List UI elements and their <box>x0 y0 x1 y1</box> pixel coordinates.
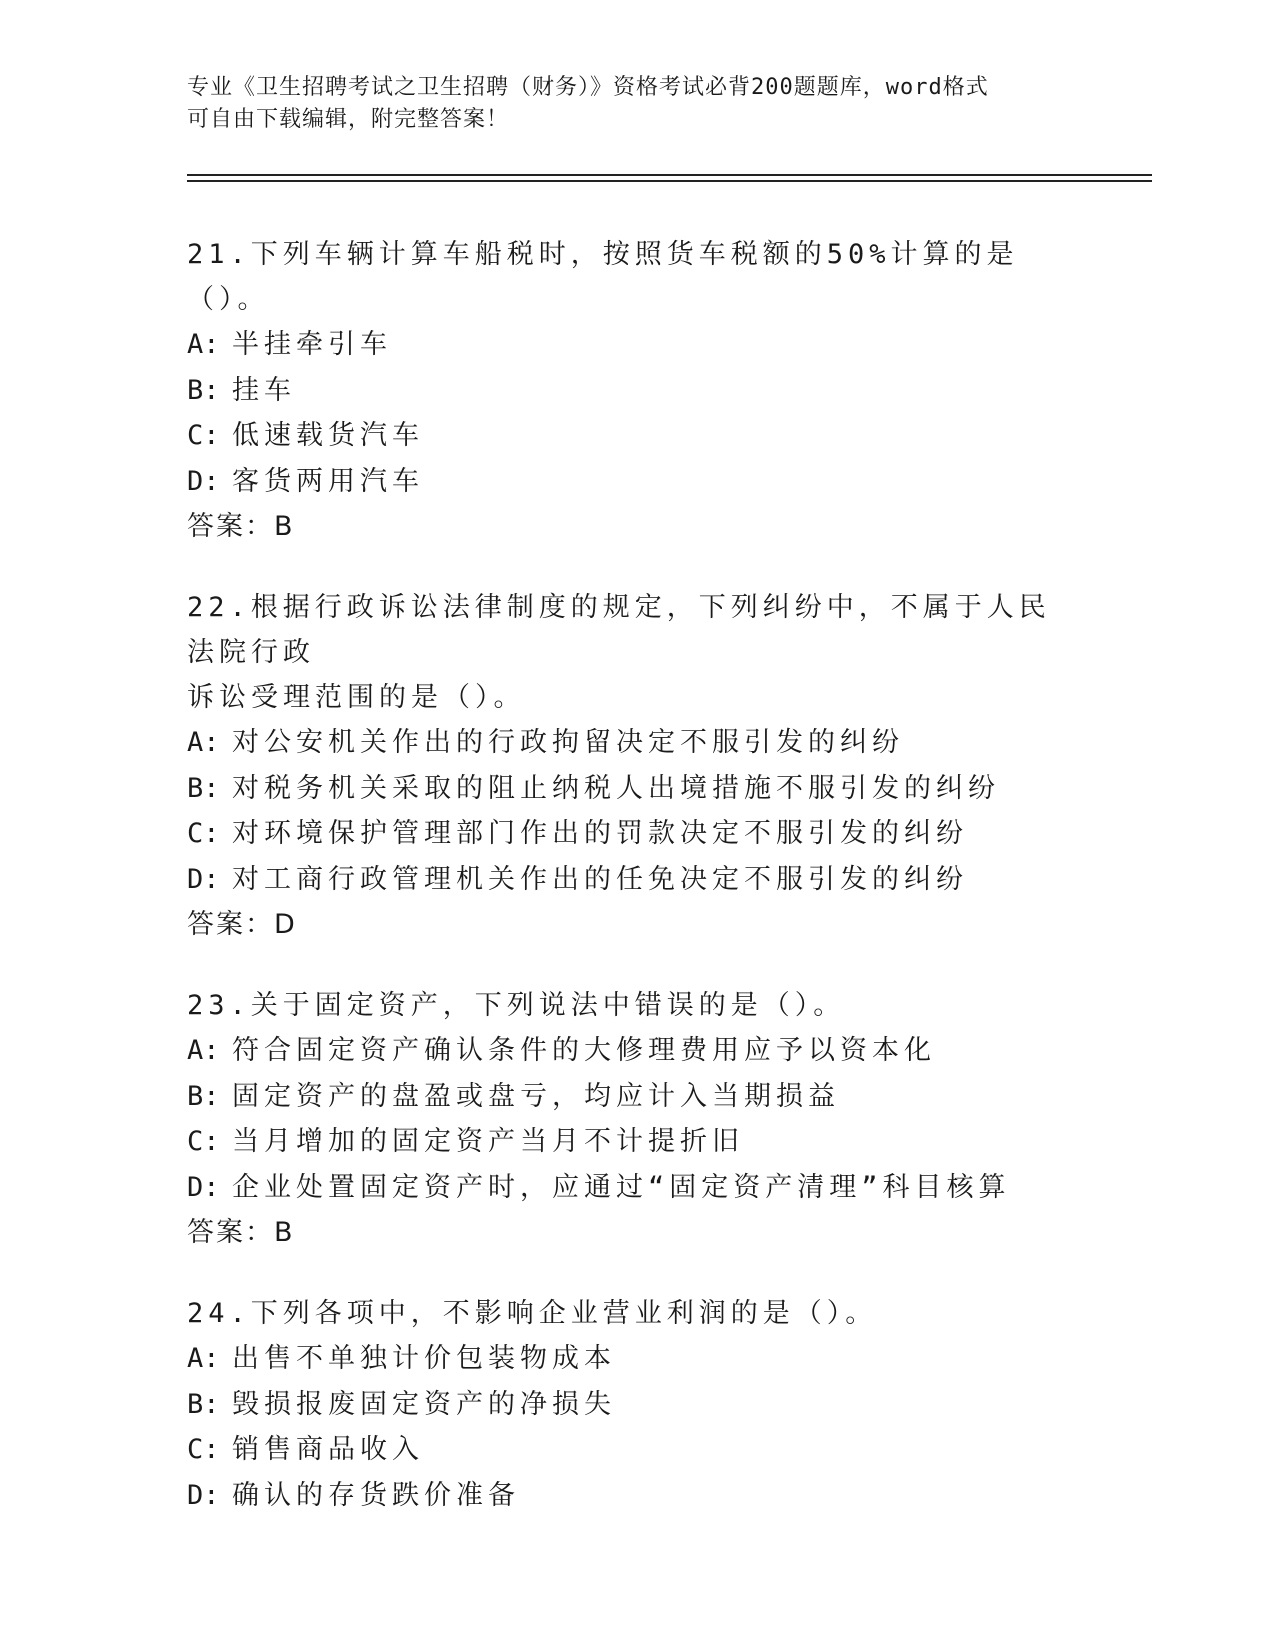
option-letter: D: <box>187 465 220 497</box>
question-24 <box>187 1291 1077 1518</box>
option-b <box>187 368 1077 414</box>
option-a <box>187 1336 1077 1382</box>
option-letter: B: <box>187 1388 220 1420</box>
option-c <box>187 811 1077 857</box>
question-21 <box>187 232 1077 549</box>
option-text: 客货两用汽车 <box>232 465 424 497</box>
answer-line: 答案：B <box>187 1217 295 1248</box>
option-text: 固定资产的盘盈或盘亏，均应计入当期损益 <box>232 1080 840 1112</box>
option-text: 当月增加的固定资产当月不计提折旧 <box>232 1126 744 1157</box>
option-letter: D: <box>187 863 220 895</box>
option-text: 出售不单独计价包装物成本 <box>232 1343 616 1374</box>
question-text-continued: 诉讼受理范围的是（）。 <box>187 682 526 713</box>
option-d <box>187 459 1077 505</box>
option-text: 销售商品收入 <box>232 1434 424 1465</box>
option-letter: C: <box>187 818 220 849</box>
answer-line: 答案：D <box>187 909 297 940</box>
question-text: 23.关于固定资产，下列说法中错误的是（）。 <box>187 990 846 1021</box>
option-c <box>187 1427 1077 1473</box>
option-c <box>187 1119 1077 1165</box>
option-text: 对公安机关作出的行政拘留决定不服引发的纠纷 <box>232 727 904 758</box>
option-d <box>187 1473 1077 1519</box>
answer-line: 答案：B <box>187 511 295 542</box>
option-text: 毁损报废固定资产的净损失 <box>232 1388 616 1420</box>
option-letter: A: <box>187 329 220 360</box>
header-line-2: 可自由下载编辑，附完整答案！ <box>187 107 510 132</box>
option-letter: B: <box>187 374 220 406</box>
option-text: 对工商行政管理机关作出的任免决定不服引发的纠纷 <box>232 863 968 895</box>
option-letter: A: <box>187 1035 220 1066</box>
option-a <box>187 1028 1077 1074</box>
option-d <box>187 1165 1077 1211</box>
option-text: 半挂牵引车 <box>232 329 392 360</box>
option-text: 对税务机关采取的阻止纳税人出境措施不服引发的纠纷 <box>232 772 1000 804</box>
option-letter: A: <box>187 1343 220 1374</box>
option-b <box>187 1382 1077 1428</box>
question-list <box>187 232 1077 1554</box>
header-divider-top <box>187 174 1152 176</box>
question-text: 24.下列各项中，不影响企业营业利润的是（）。 <box>187 1298 878 1329</box>
option-text: 低速载货汽车 <box>232 420 424 451</box>
option-b <box>187 1074 1077 1120</box>
option-c <box>187 413 1077 459</box>
question-23 <box>187 983 1077 1255</box>
option-letter: B: <box>187 772 220 804</box>
option-letter: D: <box>187 1171 220 1203</box>
option-letter: A: <box>187 727 220 758</box>
option-text: 挂车 <box>232 374 296 406</box>
option-a <box>187 720 1077 766</box>
option-text: 确认的存货跌价准备 <box>232 1479 520 1511</box>
option-text: 符合固定资产确认条件的大修理费用应予以资本化 <box>232 1035 936 1066</box>
option-text: 企业处置固定资产时，应通过“固定资产清理”科目核算 <box>232 1171 1011 1203</box>
question-text: 22.根据行政诉讼法律制度的规定，下列纠纷中，不属于人民法院行政 <box>187 592 1051 668</box>
option-letter: D: <box>187 1479 220 1511</box>
option-b <box>187 766 1077 812</box>
question-text: 21.下列车辆计算车船税时，按照货车税额的50%计算的是（）。 <box>187 239 1019 315</box>
option-a <box>187 322 1077 368</box>
header-line-1: 专业《卫生招聘考试之卫生招聘（财务）》资格考试必背200题题库，word格式 <box>187 75 989 100</box>
option-letter: C: <box>187 1434 220 1465</box>
option-letter: C: <box>187 1126 220 1157</box>
option-letter: C: <box>187 420 220 451</box>
document-header <box>187 72 1067 136</box>
header-divider-bottom <box>187 180 1152 182</box>
option-letter: B: <box>187 1080 220 1112</box>
option-d <box>187 857 1077 903</box>
option-text: 对环境保护管理部门作出的罚款决定不服引发的纠纷 <box>232 818 968 849</box>
question-22 <box>187 585 1077 947</box>
